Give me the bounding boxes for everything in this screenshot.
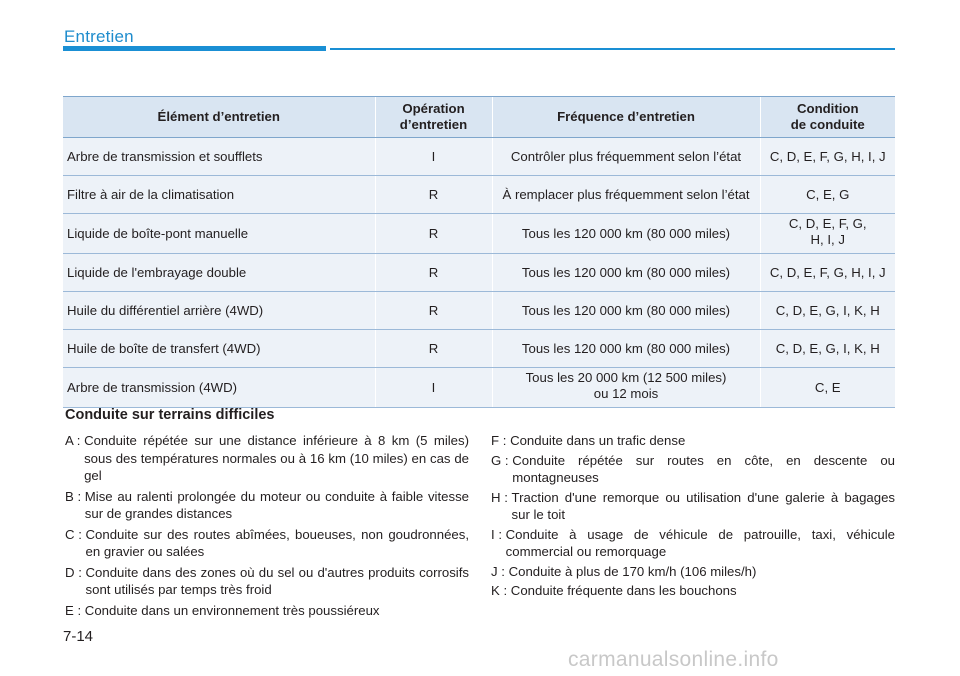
cell-item: Liquide de boîte-pont manuelle [63,214,375,254]
condition-code: F : [491,433,511,448]
table-row [63,138,895,176]
maintenance-table [63,96,895,408]
table-row [63,330,895,368]
cell-condition: C, D, E, G, I, K, H [760,330,895,368]
condition-code: A : [65,433,85,448]
header-rule-thick [63,46,326,51]
condition-code: G : [491,452,513,468]
condition-entry [65,564,469,599]
table-row [63,292,895,330]
cell-operation: R [375,292,492,330]
condition-description: Conduite dans des zones où du sel ou d'autres produits corrosifs sont utilisés par temps très froid [85,564,469,597]
cell-operation: I [375,138,492,176]
condition-code: B : [65,488,85,504]
cell-item: Arbre de transmission et soufflets [63,138,375,176]
condition-description: Conduite fréquente dans les bouchons [510,583,737,598]
condition-description: Traction d'une remorque ou utilisation d'une galerie à bagages sur le toit [511,489,895,522]
condition-header-text: Condition de conduite [790,101,865,132]
cell-frequency: Contrôler plus fréquemment selon l’état [492,138,760,176]
column-header-frequency: Fréquence d’entretien [492,97,760,138]
cell-frequency: À remplacer plus fréquemment selon l’état [492,176,760,214]
cell-operation: R [375,176,492,214]
page-number: 7-14 [63,628,94,645]
table-row [63,176,895,214]
cell-operation: R [375,330,492,368]
condition-entry [491,582,895,600]
conditions-title: Conduite sur terrains difficiles [65,407,275,423]
conditions-right-column [491,432,895,602]
condition-entry [65,526,469,561]
operation-header-text: Opération d’entretien [399,101,468,132]
condition-code: I : [491,526,506,542]
condition-description: Conduite sur des routes abîmées, boueuses, non goudronnées, en gravier ou salées [85,526,469,559]
condition-description: Conduite à plus de 170 km/h (106 miles/h) [508,563,757,579]
condition-entry [65,432,469,485]
condition-code: D : [65,564,86,580]
condition-description: Conduite dans un environnement très poussiéreux [84,602,380,618]
column-header-item: Élément d’entretien [63,97,375,138]
condition-description: Conduite à usage de véhicule de patrouille, taxi, véhicule commercial ou remorquage [505,526,895,559]
header-rule-thin [330,48,895,50]
condition-entry [491,563,895,581]
cell-item: Filtre à air de la climatisation [63,176,375,214]
table-row [63,368,895,408]
table-header-row [63,97,895,138]
cell-operation: R [375,214,492,254]
table-row [63,214,895,254]
conditions-left-column [65,432,469,622]
condition-description: Conduite répétée sur routes en côte, en descente ou montagneuses [512,452,895,485]
condition-description: Conduite dans un trafic dense [510,433,686,448]
condition-entry [491,432,895,450]
condition-code: J : [491,563,509,579]
cell-condition: C, D, E, G, I, K, H [760,292,895,330]
condition-code: C : [65,526,86,542]
cell-operation: I [375,368,492,408]
condition-entry [491,489,895,524]
condition-entry [491,526,895,561]
condition-code: E : [65,602,85,618]
cell-condition: C, D, E, F, G, H, I, J [760,138,895,176]
column-header-operation [375,97,492,138]
cell-item: Arbre de transmission (4WD) [63,368,375,408]
condition-entry [65,602,469,620]
cell-frequency: Tous les 120 000 km (80 000 miles) [492,292,760,330]
column-header-condition [760,97,895,138]
condition-entry [65,488,469,523]
cell-condition: C, D, E, F, G, H, I, J [760,254,895,292]
cell-condition: C, D, E, F, G, H, I, J [760,214,895,254]
condition-description: Conduite répétée sur une distance inférieure à 8 km (5 miles) sous des températures normales ou à 16 km (10 miles) en cas de gel [84,433,469,483]
condition-code: H : [491,489,512,505]
cell-operation: R [375,254,492,292]
cell-item: Huile de boîte de transfert (4WD) [63,330,375,368]
condition-description: Mise au ralenti prolongée du moteur ou conduite à faible vitesse sur de grandes distances [84,488,469,521]
cell-item: Huile du différentiel arrière (4WD) [63,292,375,330]
watermark: carmanualsonline.info [568,648,779,671]
condition-entry [491,452,895,487]
section-title: Entretien [64,27,134,46]
cell-condition: C, E, G [760,176,895,214]
condition-code: K : [491,583,511,598]
cell-frequency: Tous les 20 000 km (12 500 miles) ou 12 mois [492,368,760,408]
table-row [63,254,895,292]
cell-frequency: Tous les 120 000 km (80 000 miles) [492,254,760,292]
cell-item: Liquide de l'embrayage double [63,254,375,292]
cell-condition: C, E [760,368,895,408]
cell-frequency: Tous les 120 000 km (80 000 miles) [492,214,760,254]
cell-frequency: Tous les 120 000 km (80 000 miles) [492,330,760,368]
